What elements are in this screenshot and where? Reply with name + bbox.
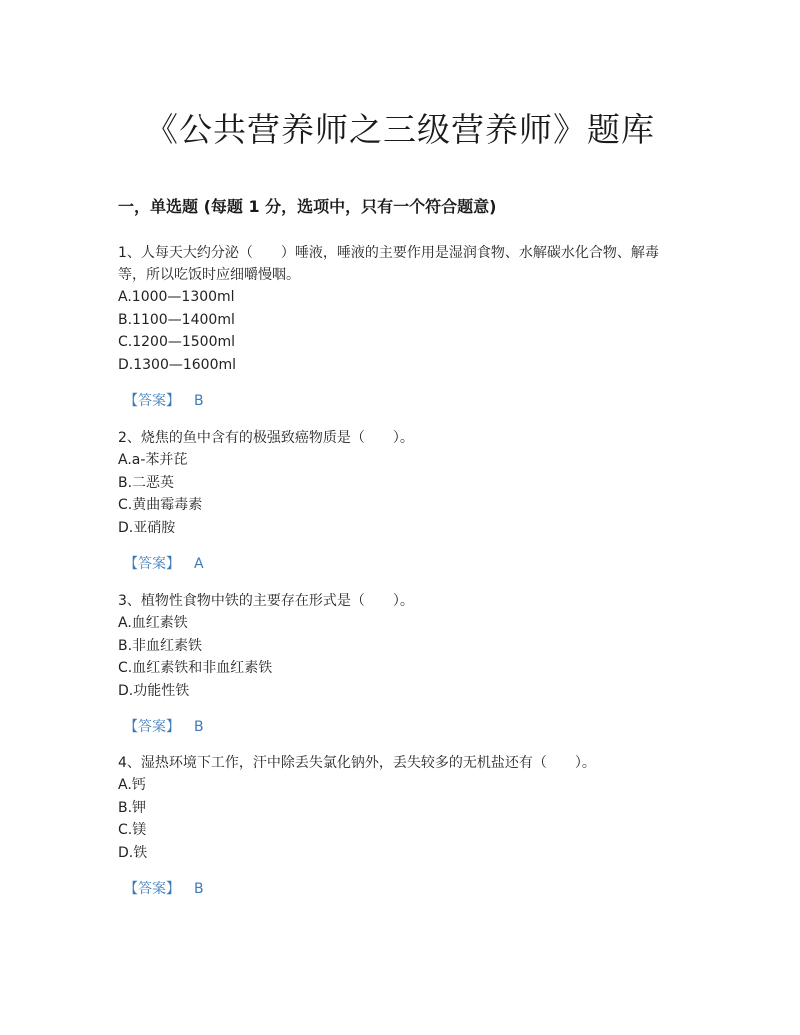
option-d: D.功能性铁 bbox=[118, 682, 190, 699]
option-d: D.亚硝胺 bbox=[118, 519, 176, 536]
question-stem: 2、烧焦的鱼中含有的极强致癌物质是（ ）。 bbox=[118, 430, 414, 446]
answer-value: B bbox=[194, 881, 204, 897]
question-2 bbox=[118, 427, 678, 575]
question-4 bbox=[118, 752, 678, 900]
answer-label: 【答案】 bbox=[124, 719, 180, 735]
question-stem: 1、人每天大约分泌（ ）唾液，唾液的主要作用是湿润食物、水解碳水化合物、解毒等，所以吃饭时应细嚼慢咽。 bbox=[118, 245, 659, 283]
question-3 bbox=[118, 590, 678, 738]
answer-label: 【答案】 bbox=[124, 881, 180, 897]
option-a: A.a-苯并芘 bbox=[118, 452, 188, 468]
answer-line bbox=[118, 716, 678, 738]
option-b: B.二恶英 bbox=[118, 474, 175, 491]
document-title: 《公共营养师之三级营养师》题库 bbox=[145, 110, 655, 149]
answer-value: B bbox=[194, 719, 204, 735]
option-b: B.钾 bbox=[118, 799, 147, 816]
option-c: C.镁 bbox=[118, 822, 147, 838]
option-a: A.1000—1300ml bbox=[118, 289, 235, 305]
option-c: C.1200—1500ml bbox=[118, 334, 236, 350]
question-stem: 3、植物性食物中铁的主要存在形式是（ ）。 bbox=[118, 593, 414, 609]
option-c: C.黄曲霉毒素 bbox=[118, 497, 203, 513]
option-c: C.血红素铁和非血红素铁 bbox=[118, 660, 273, 676]
option-d: D.1300—1600ml bbox=[118, 356, 237, 373]
option-d: D.铁 bbox=[118, 844, 148, 861]
question-stem: 4、湿热环境下工作，汗中除丢失氯化钠外，丢失较多的无机盐还有（ ）。 bbox=[118, 755, 596, 771]
section-heading: 一，单选题 (每题 1 分，选项中，只有一个符合题意) bbox=[118, 197, 497, 216]
answer-label: 【答案】 bbox=[124, 556, 180, 572]
question-1 bbox=[118, 242, 678, 412]
answer-line bbox=[118, 878, 678, 900]
answer-line bbox=[118, 390, 678, 412]
option-b: B.1100—1400ml bbox=[118, 311, 235, 328]
answer-line bbox=[118, 553, 678, 575]
option-a: A.钙 bbox=[118, 777, 146, 793]
answer-value: B bbox=[194, 393, 204, 409]
option-b: B.非血红素铁 bbox=[118, 637, 203, 654]
option-a: A.血红素铁 bbox=[118, 615, 188, 631]
answer-label: 【答案】 bbox=[124, 393, 180, 409]
answer-value: A bbox=[194, 556, 204, 572]
